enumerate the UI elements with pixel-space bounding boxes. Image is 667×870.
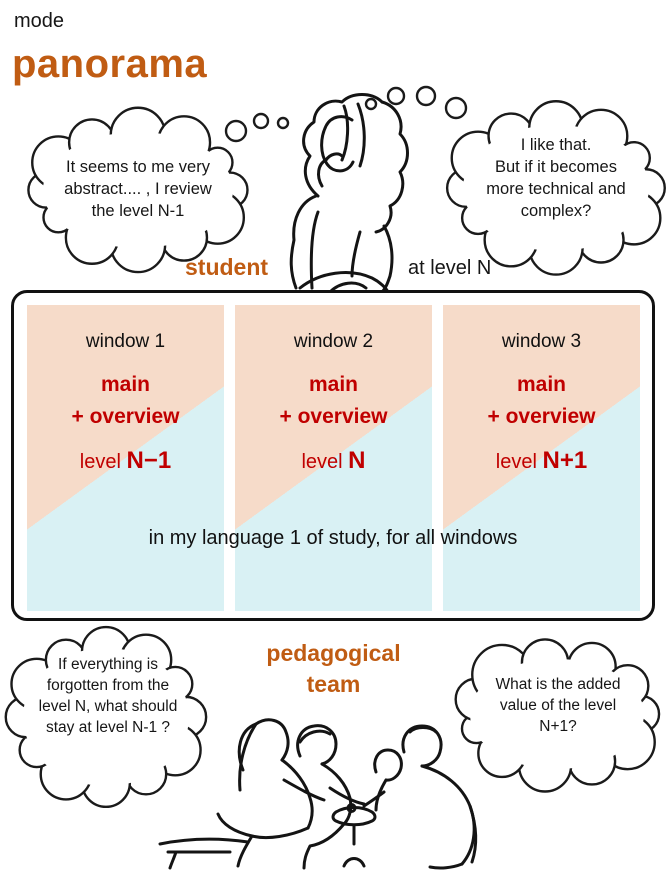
window-content-label — [27, 369, 224, 433]
bubble-line: the level N-1 — [91, 202, 185, 220]
bubble-line: If everything is — [58, 656, 158, 673]
bubble-line: I like that. — [520, 136, 592, 154]
bubble-line: forgotten from the — [46, 677, 170, 694]
bubble-line: It seems to me very — [66, 158, 210, 176]
window-title: window 2 — [293, 331, 374, 352]
bubble-line: value of the level — [499, 697, 617, 714]
window-title: window 1 — [85, 331, 166, 352]
window-main-label: main — [100, 373, 150, 396]
window-overview-label: + overview — [279, 405, 388, 428]
window-level — [235, 447, 432, 475]
thought-trail-left — [226, 114, 288, 141]
bubble-line: N+1? — [539, 718, 577, 735]
team-label-line: pedagogical — [266, 640, 401, 666]
bubble-line: abstract.... , I review — [64, 180, 212, 198]
window-1 — [27, 305, 224, 611]
team-bubble-right-text — [460, 674, 656, 737]
bubble-line: stay at level N-1 ? — [45, 719, 171, 736]
level-value: N+1 — [542, 447, 588, 474]
level-value: N−1 — [126, 447, 172, 474]
panel-caption: in my language 1 of study, for all windows — [148, 527, 518, 549]
window-3 — [443, 305, 640, 611]
student-label: student — [185, 254, 269, 280]
bubble-line: What is the added — [495, 676, 621, 693]
window-content-label — [443, 369, 640, 433]
team-bubble-left-text — [18, 654, 198, 738]
level-prefix: level — [301, 451, 343, 473]
team-illustration — [160, 720, 476, 868]
window-2 — [235, 305, 432, 611]
window-content-label — [235, 369, 432, 433]
student-bubble-left-text — [38, 156, 238, 222]
level-prefix: level — [495, 451, 537, 473]
level-prefix: level — [79, 451, 121, 473]
mode-label: mode — [14, 10, 65, 32]
window-main-label: main — [516, 373, 566, 396]
student-level-note: at level N — [408, 257, 492, 279]
windows-panel — [11, 290, 655, 621]
window-title: window 3 — [501, 331, 582, 352]
window-level — [27, 447, 224, 475]
window-level — [443, 447, 640, 475]
window-overview-label: + overview — [487, 405, 596, 428]
bubble-line: But if it becomes — [495, 158, 617, 176]
level-value: N — [348, 447, 366, 474]
team-label-line: team — [306, 671, 361, 697]
bubble-line: complex? — [520, 202, 592, 220]
window-overview-label: + overview — [71, 405, 180, 428]
bubble-line: level N, what should — [38, 698, 178, 715]
student-illustration — [291, 95, 407, 293]
student-bubble-right-text — [450, 134, 662, 222]
mode-name: panorama — [12, 42, 208, 86]
bubble-line: more technical and — [486, 180, 626, 198]
window-main-label: main — [308, 373, 358, 396]
